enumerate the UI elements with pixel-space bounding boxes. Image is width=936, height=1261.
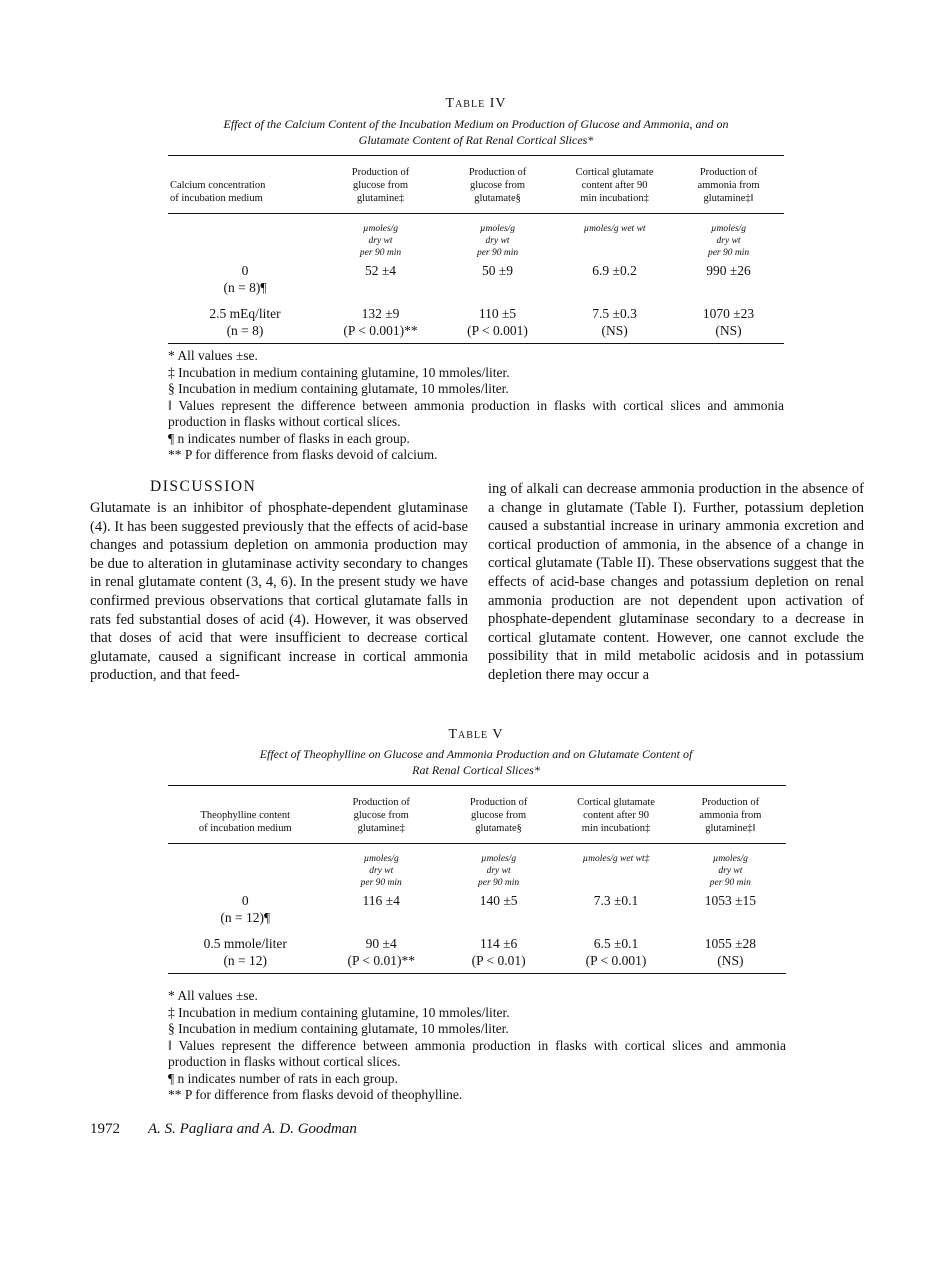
table4-subtitle (140, 116, 812, 148)
table5-header-cell: Cortical glutamate content after 90 min incubation‡ (577, 797, 655, 834)
table5-cell: 6.5 ±0.1 (P < 0.001) (585, 936, 647, 968)
table4-cell: 132 ±9 (P < 0.001)** (343, 306, 418, 338)
table4-header-cell: Production of glucose from glutamine‡ (351, 167, 410, 204)
table4-header-cell: Production of ammonia from glutamine‡‖ (697, 167, 760, 204)
table5-unit-cell: µmoles/g dry wt per 90 min (478, 854, 520, 888)
table5-grid (168, 785, 786, 974)
running-authors: A. S. Pagliara and A. D. Goodman (148, 1121, 357, 1137)
table5-footnote: § Incubation in medium containing glutamate, 10 mmoles/liter. (168, 1021, 509, 1036)
table5-header-cell: Production of glucose from glutamine‡ (352, 797, 410, 834)
table-row (168, 926, 786, 974)
table4-footnote: ‡ Incubation in medium containing glutamine, 10 mmoles/liter. (168, 364, 510, 380)
table4-title: Table IV (445, 96, 507, 111)
table4-unit-cell (168, 214, 322, 263)
table4-footnote: * All values ±se. (168, 348, 258, 363)
table4-header-row (168, 156, 784, 214)
table4-subtitle-line1: Effect of the Calcium Content of the Incubation Medium on Production of Glucose and Ammonia, and on (223, 117, 729, 131)
table4-header-cell: Cortical glutamate content after 90 min incubation‡ (575, 167, 654, 204)
table5-footnote: ‡ Incubation in medium containing glutamine, 10 mmoles/liter. (168, 1004, 510, 1020)
table5-cell: 1053 ±15 (704, 893, 756, 908)
table5-header-row (168, 786, 786, 844)
table4-cell: 50 ±9 (482, 263, 514, 278)
table5-subtitle-line1: Effect of Theophylline on Glucose and Ammonia Production and on Glutamate Content of (259, 747, 693, 761)
table4-cell: 110 ±5 (P < 0.001) (467, 306, 528, 338)
page-footer (90, 1121, 357, 1138)
table4 (168, 155, 784, 344)
table5-subtitle (140, 746, 812, 778)
table4-unit-cell: µmoles/g dry wt per 90 min (476, 224, 519, 258)
table5-unit-cell: µmoles/g dry wt per 90 min (709, 854, 751, 888)
table4-subtitle-line2: Glutamate Content of Rat Renal Cortical Slices* (358, 133, 594, 147)
table5-subtitle-line2: Rat Renal Cortical Slices* (412, 763, 540, 777)
table4-cell: 990 ±26 (706, 263, 751, 278)
table5-header-cell: Production of glucose from glutamate§ (469, 797, 528, 834)
table4-cell: 52 ±4 (364, 263, 397, 278)
table5-cell: 140 ±5 (479, 893, 518, 908)
table5-footnote: ‖ Values represent the difference between ammonia production in flasks with cortical slices and ammonia production in flasks without cortical slices. (168, 1037, 786, 1069)
table5-footnote: ¶ n indicates number of rats in each group. (168, 1070, 398, 1086)
table4-unit-cell: µmoles/g dry wt per 90 min (359, 224, 402, 258)
table5-unit-cell: µmoles/g dry wt per 90 min (360, 854, 402, 888)
table5-header-cell: Production of ammonia from glutamine‡‖ (699, 797, 762, 834)
table5-cell: 90 ±4 (P < 0.01)** (347, 936, 415, 968)
table4-unit-cell: µmoles/g wet wt (583, 224, 646, 234)
table5-header-cell: Theophylline content of incubation medium (198, 810, 292, 834)
table-row (168, 892, 786, 926)
table5-footnotes (168, 988, 786, 1104)
page-number: 1972 (90, 1121, 120, 1137)
table4-cell: 1070 ±23 (NS) (702, 306, 755, 338)
table5 (168, 785, 786, 974)
table4-header-cell: Calcium concentration of incubation medium (170, 180, 266, 204)
table5-title: Table V (448, 727, 504, 742)
table4-footnote: ¶ n indicates number of flasks in each group. (168, 430, 410, 446)
table5-units-row (168, 844, 786, 893)
table4-cell: 6.9 ±0.2 (592, 263, 637, 278)
table4-cell: 0 (n = 8)¶ (223, 263, 267, 295)
table5-cell: 1055 ±28 (NS) (704, 936, 756, 968)
table4-cell: 2.5 mEq/liter (n = 8) (209, 306, 281, 338)
table5-unit-cell (168, 844, 323, 893)
table4-unit-cell: µmoles/g dry wt per 90 min (707, 224, 750, 258)
table5-cell: 0.5 mmole/liter (n = 12) (203, 936, 287, 968)
table4-grid (168, 155, 784, 344)
table4-units-row (168, 214, 784, 263)
table5-cell: 116 ±4 (362, 893, 400, 908)
table-row (168, 296, 784, 344)
table5-cell: 0 (n = 12)¶ (220, 893, 271, 925)
table-row (168, 262, 784, 296)
table4-footnotes (168, 348, 784, 464)
table5-footnote: * All values ±se. (168, 988, 258, 1003)
discussion-right-column: ing of alkali can decrease ammonia production in the absence of a change in glutamate (Table I). Further, potassium depletion caused a substantial increase in urinary ammonia excretion and cortical production of ammonia, in the absence of a change in cortical glutamate (Table II). These observations suggest that the effects of acid-base changes and potassium depletion on renal ammonia production are not dependent upon activation of phosphate-dependent glutaminase secondary to a decrease in cortical glutamate content. However, one cannot exclude the possibility that in mild metabolic acidosis and in potassium depletion there may occur a (488, 481, 864, 683)
table5-cell: 7.3 ±0.1 (593, 893, 639, 908)
table5-cell: 114 ±6 (P < 0.01) (471, 936, 526, 968)
table5-unit-cell: µmoles/g wet wt‡ (582, 854, 650, 864)
table4-cell: 7.5 ±0.3 (NS) (592, 306, 637, 338)
discussion-left-column: Glutamate is an inhibitor of phosphate-dependent glutaminase (4). It has been suggested previously that the effects of acid-base changes and potassium depletion on ammonia production may be due to alteration in glutaminase activity secondary to changes in renal glutamate content (3, 4, 6). In the present study we have confirmed previous observations that cortical glutamate falls in rats fed substantial doses of acid (4). However, it was observed that doses of acid that were insufficient to decrease cortical glutamate, caused a significant increase in cortical ammonia production, and that feed- (90, 500, 468, 684)
discussion-heading: DISCUSSION (150, 478, 257, 495)
table4-header-cell: Production of glucose from glutamate§ (468, 167, 527, 204)
table5-footnote: ** P for difference from flasks devoid of theophylline. (168, 1087, 463, 1102)
table4-footnote: § Incubation in medium containing glutamate, 10 mmoles/liter. (168, 381, 509, 396)
table4-footnote: ** P for difference from flasks devoid of calcium. (168, 447, 438, 462)
table4-footnote: ‖ Values represent the difference between ammonia production in flasks with cortical slices and ammonia production in flasks without cortical slices. (168, 397, 784, 429)
